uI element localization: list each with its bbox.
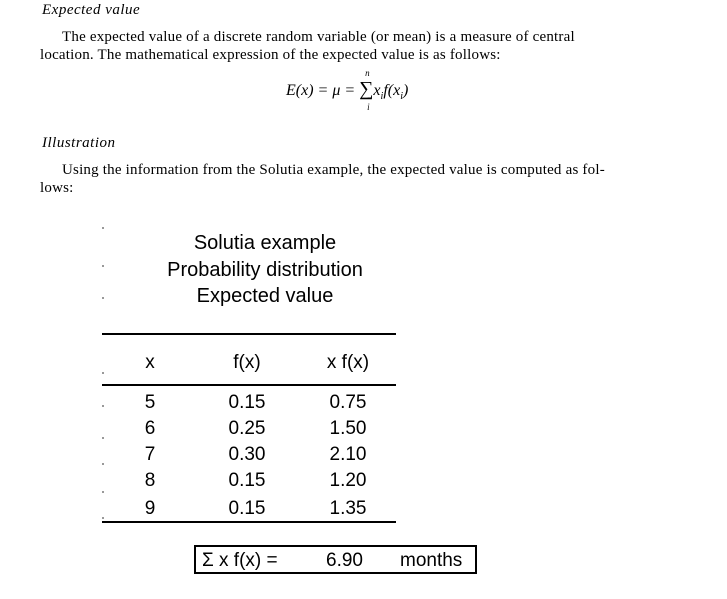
grid-dot — [102, 227, 104, 229]
table-cell-fx: 0.15 — [228, 392, 266, 413]
sigma-glyph: ∑ — [359, 78, 374, 100]
grid-dot — [102, 405, 104, 407]
illustration-heading: Illustration — [42, 135, 116, 151]
summation-symbol — [359, 68, 374, 112]
formula-close: ) — [402, 82, 409, 99]
table-cell-x: 7 — [144, 444, 156, 465]
paragraph-line: The expected value of a discrete random variable (or mean) is a measure of central — [62, 29, 575, 45]
formula-x: x — [373, 82, 381, 99]
sum-upper-limit: n — [365, 68, 370, 78]
sum-lower-index: i — [367, 102, 370, 112]
table-cell-xfx: 2.10 — [329, 444, 367, 465]
formula-x-sub: i — [380, 91, 384, 103]
table-cell-fx: 0.15 — [228, 498, 266, 519]
table-cell-xfx: 1.20 — [329, 470, 367, 491]
table-cell-x: 5 — [144, 392, 156, 413]
grid-dot — [102, 463, 104, 465]
sum-box — [194, 545, 477, 574]
table-bottom-rule — [102, 521, 396, 523]
table-subtitle: Expected value — [196, 285, 334, 307]
table-header-rule — [102, 384, 396, 386]
grid-dot — [102, 297, 104, 299]
sum-unit: months — [400, 550, 463, 571]
table-cell-fx: 0.25 — [228, 418, 266, 439]
table-cell-xfx: 1.35 — [329, 498, 367, 519]
sum-value: 6.90 — [326, 550, 363, 571]
table-cell-x: 9 — [144, 498, 156, 519]
column-header-xfx: x f(x) — [326, 352, 370, 373]
table-cell-x: 6 — [144, 418, 156, 439]
table-top-rule — [102, 333, 396, 335]
table-cell-xfx: 0.75 — [329, 392, 367, 413]
table-subtitle: Probability distribution — [167, 258, 363, 281]
column-header-fx: f(x) — [233, 352, 261, 373]
column-header-x: x — [145, 352, 155, 373]
illustration-paragraph — [40, 161, 690, 197]
table-titles — [130, 230, 400, 310]
formula-f: f(x — [383, 82, 401, 99]
formula-f-sub: i — [400, 91, 403, 103]
table-title: Solutia example — [193, 232, 337, 254]
table-cell-x: 8 — [144, 470, 156, 491]
grid-dot — [102, 491, 104, 493]
grid-dot — [102, 372, 104, 374]
table-cell-xfx: 1.50 — [329, 418, 367, 439]
sum-label: Σ x f(x) = — [202, 550, 278, 571]
grid-dot — [102, 265, 104, 267]
expected-value-heading: Expected value — [42, 2, 141, 18]
paragraph-line: lows: — [40, 180, 74, 196]
grid-dot — [102, 437, 104, 439]
paragraph-line: Using the information from the Solutia example, the expected value is computed as fol- — [62, 162, 605, 178]
paragraph-line: location. The mathematical expression of the expected value is as follows: — [40, 47, 501, 63]
expected-value-formula — [286, 68, 409, 112]
formula-lhs: E(x) = μ = — [286, 82, 360, 99]
grid-dot — [102, 517, 104, 519]
table-cell-fx: 0.30 — [228, 444, 266, 465]
expected-value-paragraph — [40, 28, 690, 64]
table-cell-fx: 0.15 — [228, 470, 266, 491]
